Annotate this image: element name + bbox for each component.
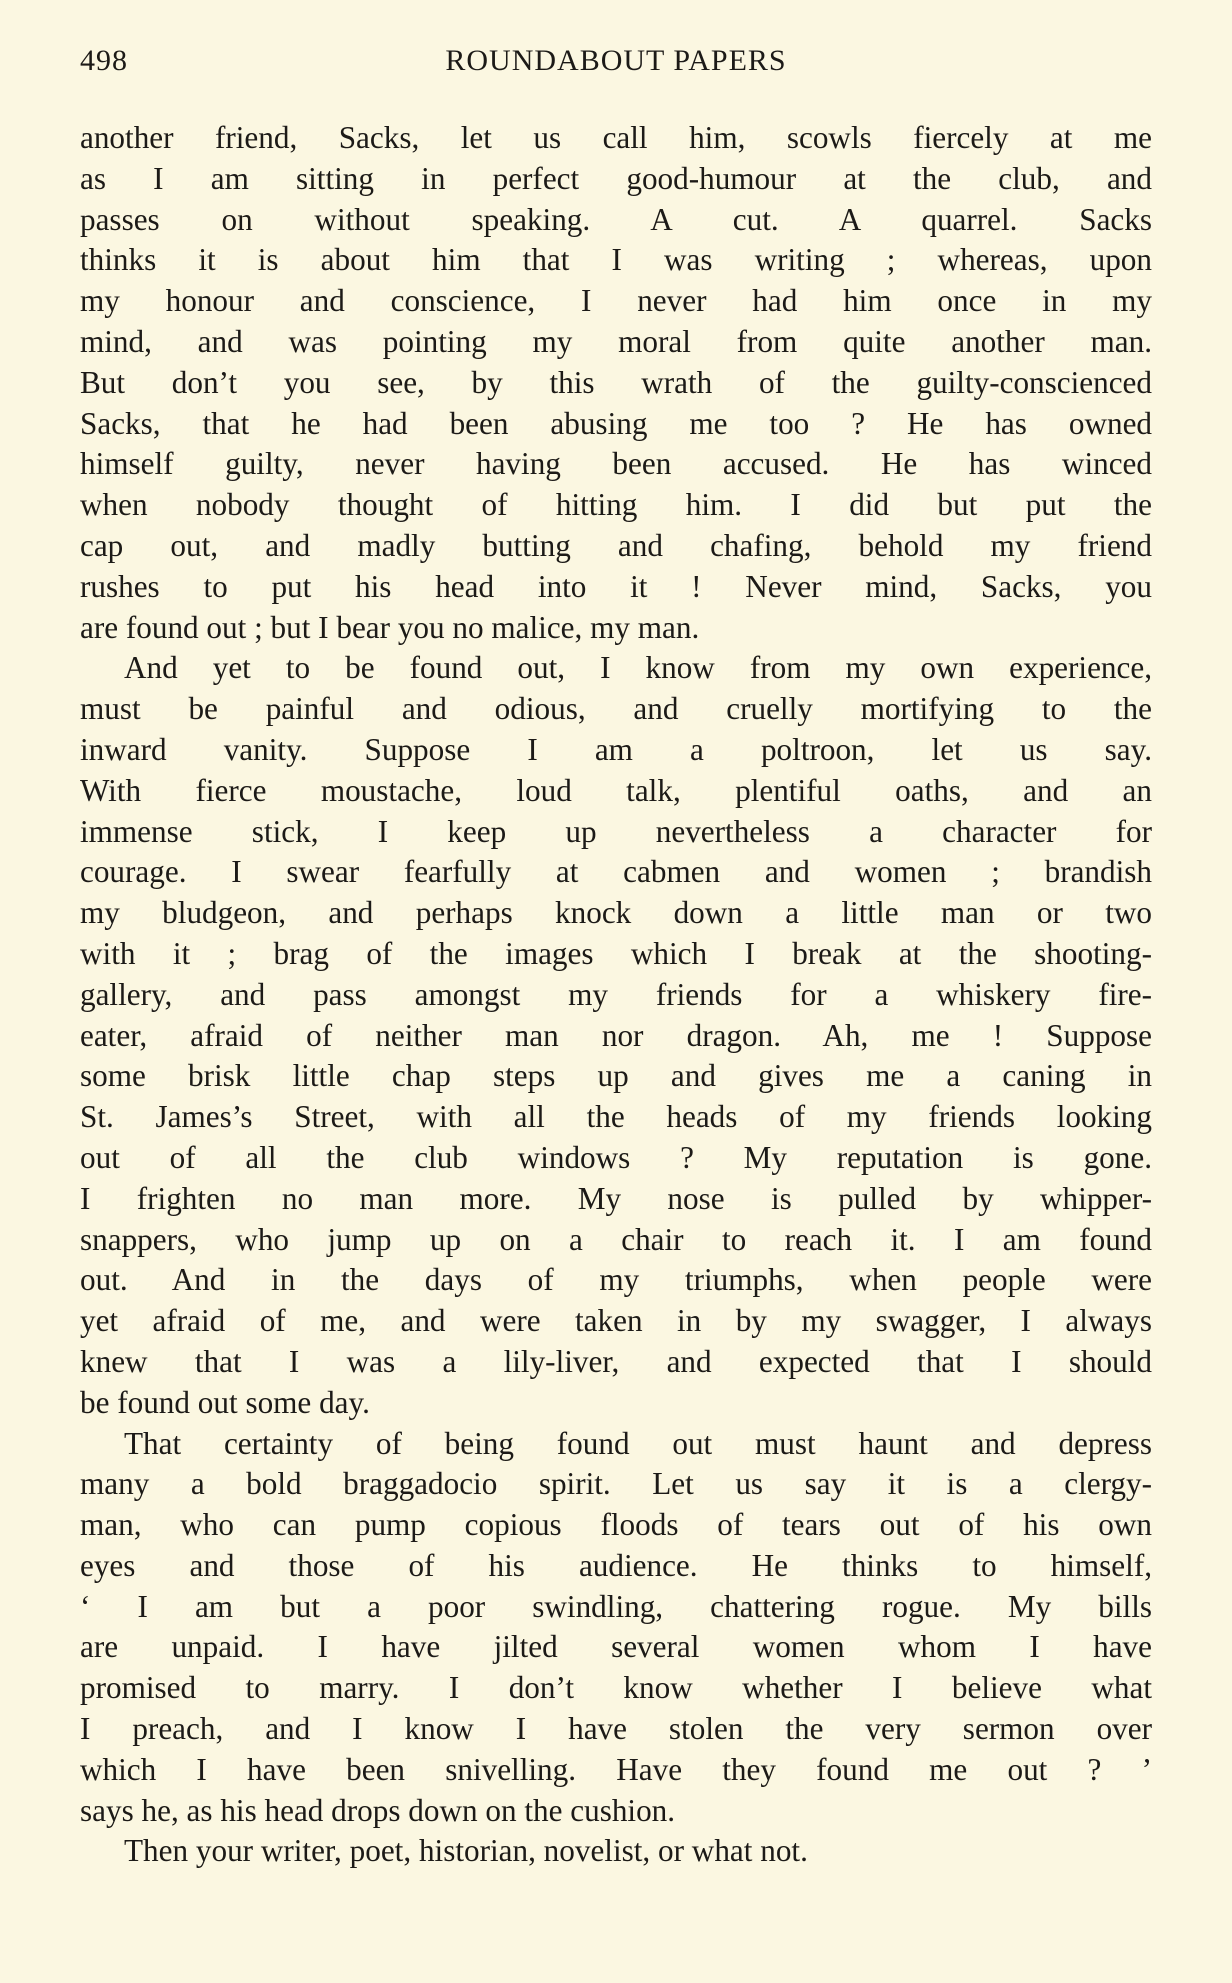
paragraph [80, 648, 1152, 1423]
paragraph [80, 1831, 1152, 1872]
text-line: himself guilty, never having been accused. He has winced [80, 446, 1152, 482]
text-line: are unpaid. I have jilted several women whom I have [80, 1629, 1152, 1665]
text-line: thinks it is about him that I was writing ; whereas, upon [80, 242, 1152, 278]
text-line: With fierce moustache, loud talk, plentiful oaths, and an [80, 772, 1152, 808]
text-line: says he, as his head drops down on the cushion. [80, 1792, 676, 1828]
text-line: as I am sitting in perfect good-humour at the club, and [80, 160, 1152, 196]
body-text [80, 118, 1152, 1872]
text-line: mind, and was pointing my moral from quite another man. [80, 323, 1152, 359]
text-line: passes on without speaking. A cut. A quarrel. Sacks [80, 201, 1152, 237]
text-line: That certainty of being found out must haunt and depress [124, 1425, 1152, 1461]
text-line: immense stick, I keep up nevertheless a character for [80, 813, 1152, 849]
text-line: out. And in the days of my triumphs, when people were [80, 1262, 1152, 1298]
text-line: some brisk little chap steps up and gives me a caning in [80, 1058, 1152, 1094]
text-line: my bludgeon, and perhaps knock down a little man or two [80, 895, 1152, 931]
text-line: promised to marry. I don’t know whether I believe what [80, 1670, 1152, 1706]
running-head [80, 44, 1152, 84]
text-line: St. James’s Street, with all the heads of my friends looking [80, 1099, 1152, 1135]
paragraph [80, 1424, 1152, 1832]
text-line: And yet to be found out, I know from my own experience, [124, 650, 1152, 686]
text-line: rushes to put his head into it ! Never mind, Sacks, you [80, 568, 1152, 604]
page-number: 498 [80, 44, 128, 77]
text-line: Sacks, that he had been abusing me too ? He has owned [80, 405, 1152, 441]
text-line: man, who can pump copious floods of tears out of his own [80, 1507, 1152, 1543]
text-line: many a bold braggadocio spirit. Let us say it is a clergy- [80, 1466, 1152, 1502]
text-line: eyes and those of his audience. He thinks to himself, [80, 1547, 1152, 1583]
text-line: out of all the club windows ? My reputation is gone. [80, 1139, 1152, 1175]
text-line: Then your writer, poet, historian, novelist, or what not. [124, 1833, 808, 1869]
text-line: I preach, and I know I have stolen the very sermon over [80, 1711, 1152, 1747]
text-line: ‘ I am but a poor swindling, chattering rogue. My bills [80, 1588, 1152, 1624]
text-line: my honour and conscience, I never had him once in my [80, 283, 1152, 319]
paragraph [80, 118, 1152, 648]
text-line: be found out some day. [80, 1384, 370, 1420]
text-line: But don’t you see, by this wrath of the guilty-conscienced [80, 364, 1152, 400]
text-line: are found out ; but I bear you no malice, my man. [80, 609, 700, 645]
text-line: must be painful and odious, and cruelly mortifying to the [80, 691, 1152, 727]
text-line: cap out, and madly butting and chafing, behold my friend [80, 527, 1152, 563]
text-line: courage. I swear fearfully at cabmen and women ; brandish [80, 854, 1152, 890]
text-line: inward vanity. Suppose I am a poltroon, let us say. [80, 731, 1152, 767]
text-line: which I have been snivelling. Have they found me out ? ’ [80, 1751, 1152, 1787]
text-line: snappers, who jump up on a chair to reach it. I am found [80, 1221, 1152, 1257]
text-line: another friend, Sacks, let us call him, scowls fiercely at me [80, 120, 1152, 155]
text-line: yet afraid of me, and were taken in by my swagger, I always [80, 1303, 1152, 1339]
text-line: gallery, and pass amongst my friends for a whiskery fire- [80, 976, 1152, 1012]
text-line: knew that I was a lily-liver, and expected that I should [80, 1343, 1152, 1379]
running-title: ROUNDABOUT PAPERS [445, 44, 787, 77]
text-line: I frighten no man more. My nose is pulled by whipper- [80, 1180, 1152, 1216]
text-line: with it ; brag of the images which I break at the shooting- [80, 935, 1152, 971]
text-line: eater, afraid of neither man nor dragon. Ah, me ! Suppose [80, 1017, 1152, 1053]
text-line: when nobody thought of hitting him. I did but put the [80, 487, 1152, 523]
